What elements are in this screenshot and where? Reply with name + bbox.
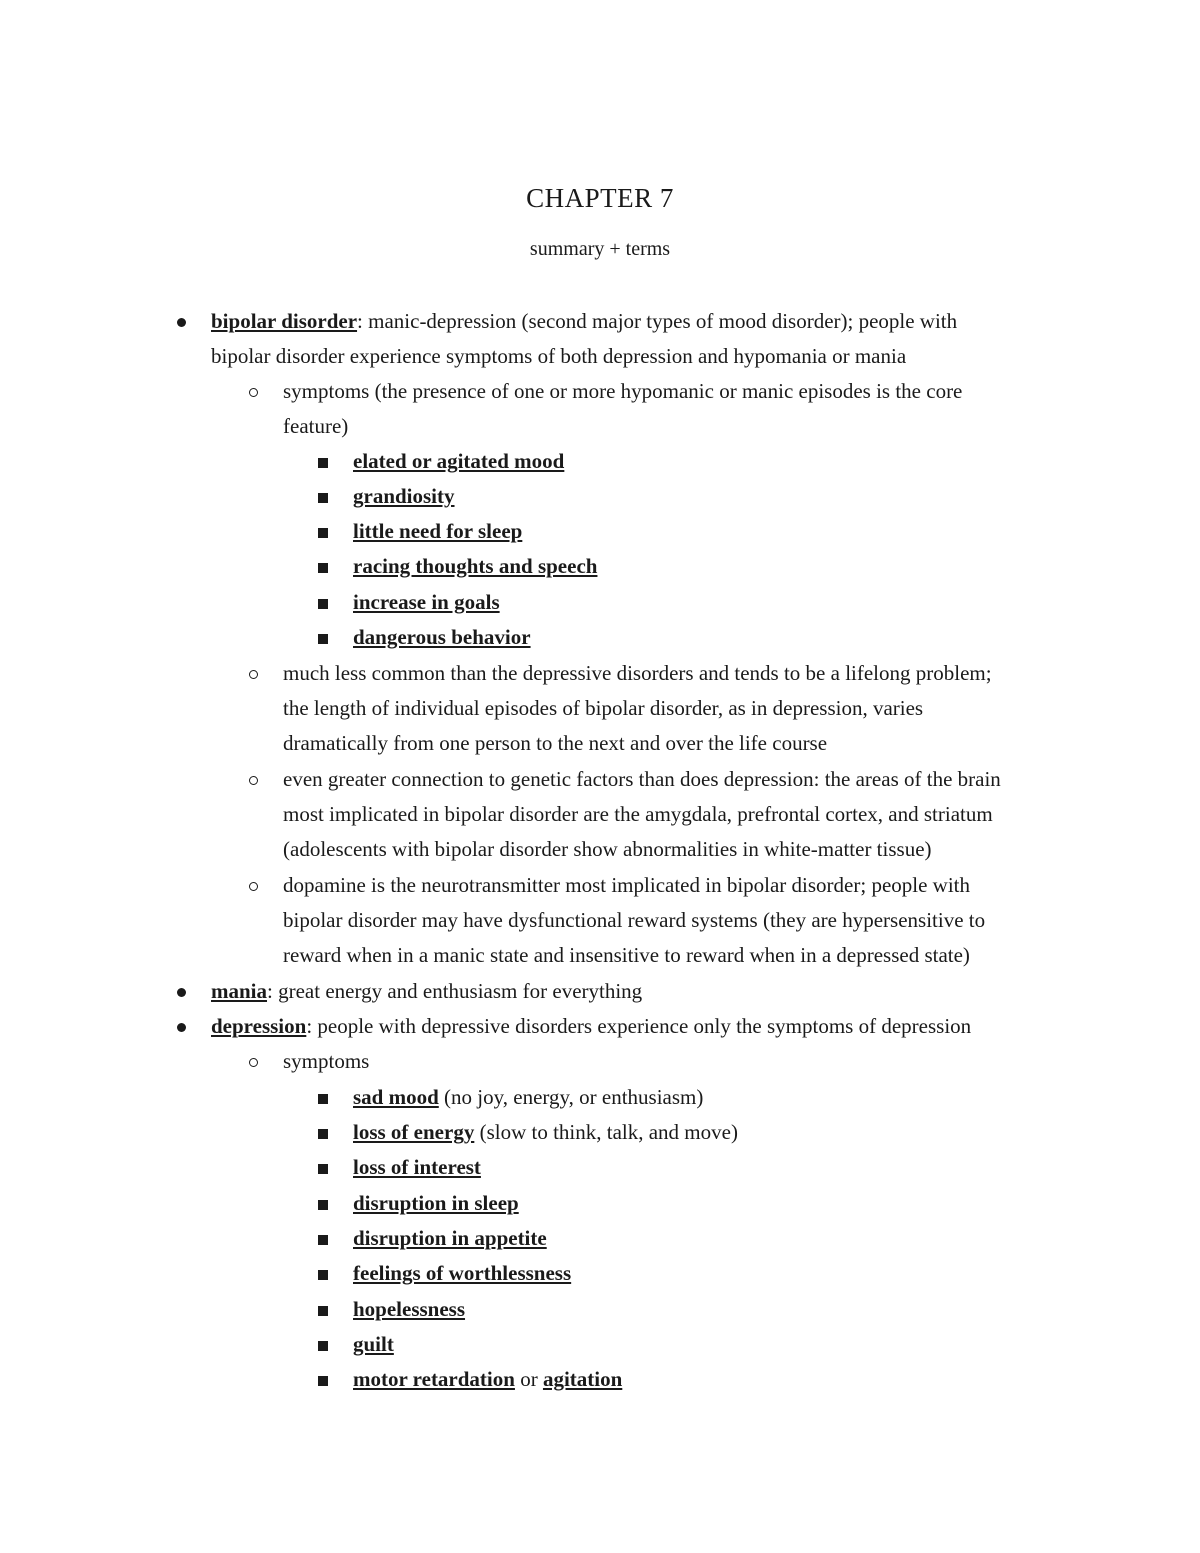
page-subtitle: summary + terms bbox=[529, 238, 671, 260]
term-symptom: guilt bbox=[353, 1332, 394, 1356]
depression-symptom-item bbox=[353, 1186, 519, 1221]
bipolar-symptoms-line: symptoms (the presence of one or more hypomanic or manic episodes is the core bbox=[283, 379, 963, 403]
term-symptom: hopelessness bbox=[353, 1297, 466, 1321]
term-symptom: elated or agitated mood bbox=[353, 449, 565, 473]
square-bullet bbox=[318, 1186, 328, 1221]
bipolar-note-line: (adolescents with bipolar disorder show abnormalities in white-matter tissue) bbox=[283, 837, 932, 861]
bipolar-symptom-item bbox=[353, 479, 455, 514]
term-symptom: dangerous behavior bbox=[353, 625, 531, 649]
depression-symptom-item bbox=[353, 1327, 394, 1362]
circle-bullet bbox=[249, 374, 258, 409]
depression-symptom-item bbox=[353, 1080, 703, 1115]
depression-symptom-item bbox=[353, 1221, 547, 1256]
bipolar-note-line: much less common than the depressive disorders and tends to be a lifelong problem; bbox=[283, 661, 992, 685]
depression-symptom-item bbox=[353, 1256, 571, 1291]
bipolar-symptom-item bbox=[353, 620, 531, 655]
square-bullet bbox=[318, 514, 328, 549]
term-symptom: sad mood bbox=[353, 1085, 439, 1109]
circle-bullet bbox=[249, 762, 258, 797]
bipolar-symptom-item bbox=[353, 585, 500, 620]
term-symptom: disruption in sleep bbox=[353, 1191, 519, 1215]
square-bullet bbox=[318, 1080, 328, 1115]
depression-symptoms-label: symptoms bbox=[283, 1049, 370, 1073]
bipolar-symptom-item bbox=[353, 514, 522, 549]
symptom-detail: (no joy, energy, or enthusiasm) bbox=[438, 1085, 704, 1109]
bipolar-note-line: reward when in a manic state and insensitive to reward when in a depressed state) bbox=[283, 943, 970, 967]
disc-bullet bbox=[177, 974, 186, 1009]
square-bullet bbox=[318, 585, 328, 620]
term-bipolar-disorder: bipolar disorder bbox=[211, 309, 358, 333]
term-symptom: loss of energy bbox=[353, 1120, 475, 1144]
square-bullet bbox=[318, 620, 328, 655]
square-bullet bbox=[318, 549, 328, 584]
square-bullet bbox=[318, 1221, 328, 1256]
disc-bullet bbox=[177, 1009, 186, 1044]
bipolar-note-line: most implicated in bipolar disorder are the amygdala, prefrontal cortex, and striatum bbox=[283, 802, 993, 826]
depression-definition-text: : people with depressive disorders experience only the symptoms of depression bbox=[306, 1014, 972, 1038]
term-symptom: little need for sleep bbox=[353, 519, 523, 543]
page-title: CHAPTER 7 bbox=[526, 183, 674, 213]
bipolar-symptom-item bbox=[353, 549, 597, 584]
term-symptom: disruption in appetite bbox=[353, 1226, 547, 1250]
depression-symptom-item bbox=[353, 1362, 622, 1397]
bipolar-symptom-item bbox=[353, 444, 564, 479]
square-bullet bbox=[318, 1292, 328, 1327]
square-bullet bbox=[318, 444, 328, 479]
square-bullet bbox=[318, 479, 328, 514]
circle-bullet bbox=[249, 1044, 258, 1079]
term-symptom: grandiosity bbox=[353, 484, 455, 508]
bipolar-note-line: the length of individual episodes of bipolar disorder, as in depression, varies bbox=[283, 696, 924, 720]
circle-bullet bbox=[249, 868, 258, 903]
term-symptom: increase in goals bbox=[353, 590, 500, 614]
depression-symptom-item bbox=[353, 1150, 481, 1185]
term-depression: depression bbox=[211, 1014, 307, 1038]
circle-bullet bbox=[249, 656, 258, 691]
square-bullet bbox=[318, 1256, 328, 1291]
term-symptom: feelings of worthlessness bbox=[353, 1261, 572, 1285]
symptom-detail: (slow to think, talk, and move) bbox=[474, 1120, 738, 1144]
term-symptom: loss of interest bbox=[353, 1155, 481, 1179]
bipolar-note-line: bipolar disorder may have dysfunctional reward systems (they are hypersensitive to bbox=[283, 908, 986, 932]
square-bullet bbox=[318, 1150, 328, 1185]
bipolar-definition-text: : manic-depression (second major types of mood disorder); people with bbox=[357, 309, 958, 333]
mania-definition-line bbox=[211, 974, 642, 1009]
square-bullet bbox=[318, 1115, 328, 1150]
bipolar-symptoms-line: feature) bbox=[283, 414, 349, 438]
bipolar-note-line: even greater connection to genetic factors than does depression: the areas of the brain bbox=[283, 767, 1001, 791]
depression-symptom-item bbox=[353, 1115, 738, 1150]
square-bullet bbox=[318, 1362, 328, 1397]
bipolar-definition-line: bipolar disorder experience symptoms of both depression and hypomania or mania bbox=[211, 344, 907, 368]
disc-bullet bbox=[177, 304, 186, 339]
term-symptom: agitation bbox=[542, 1367, 623, 1391]
bipolar-note-line: dramatically from one person to the next and over the life course bbox=[283, 731, 828, 755]
bipolar-definition-line bbox=[211, 304, 957, 339]
term-symptom: racing thoughts and speech bbox=[353, 554, 598, 578]
square-bullet bbox=[318, 1327, 328, 1362]
term-symptom: motor retardation bbox=[353, 1367, 515, 1391]
depression-definition-line bbox=[211, 1009, 971, 1044]
connector-text: or bbox=[514, 1367, 543, 1391]
term-mania: mania bbox=[211, 979, 268, 1003]
mania-definition-text: : great energy and enthusiasm for everything bbox=[267, 979, 643, 1003]
bipolar-note-line: dopamine is the neurotransmitter most implicated in bipolar disorder; people with bbox=[283, 873, 971, 897]
depression-symptom-item bbox=[353, 1292, 465, 1327]
